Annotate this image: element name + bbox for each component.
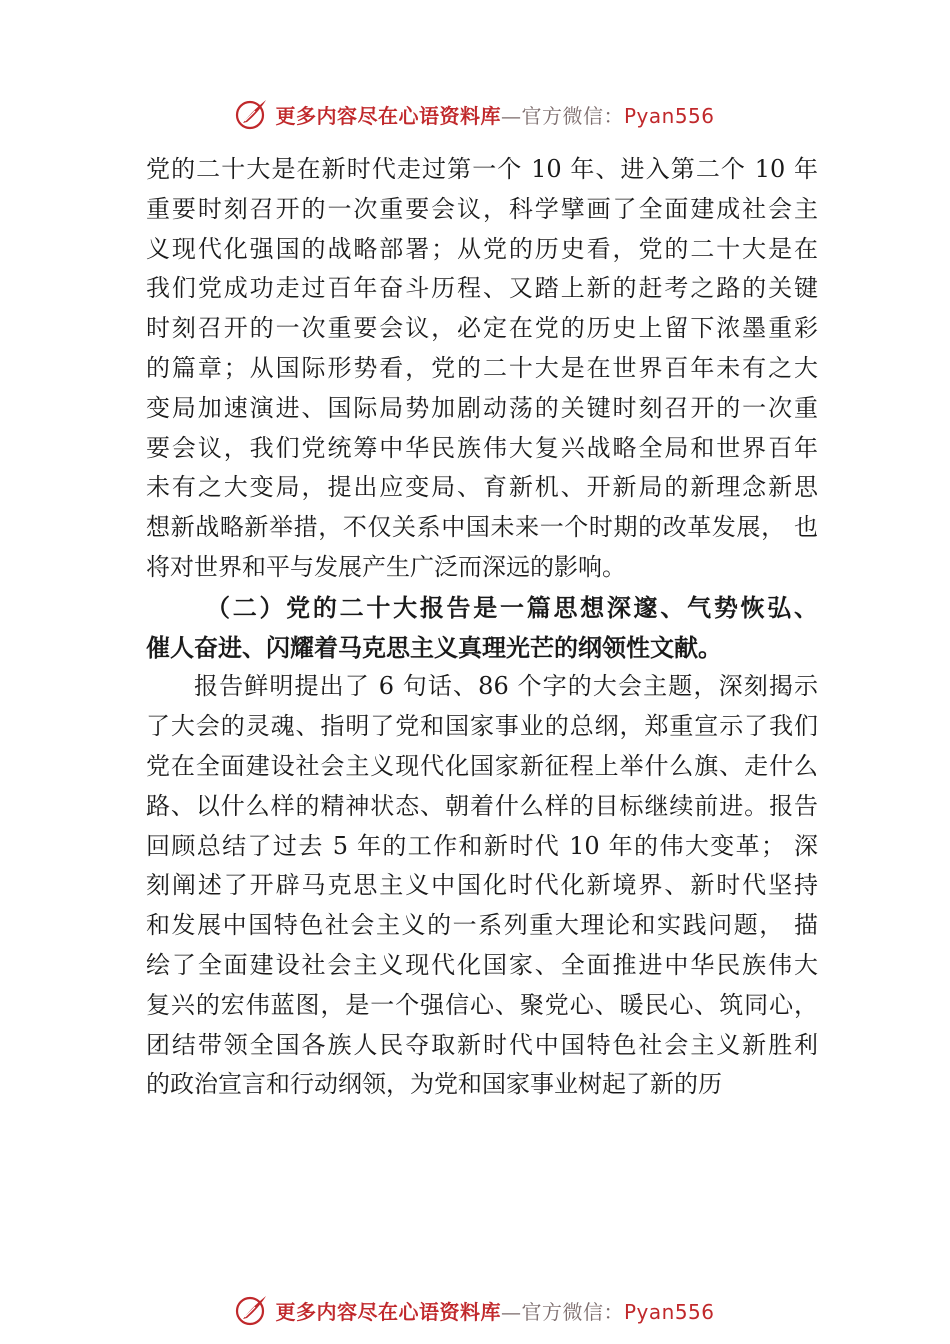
footer-brand-text: 更多内容尽在心语资料库 [275, 1299, 501, 1324]
body-line: 将对世界和平与发展产生广泛而深远的影响。 [146, 552, 626, 581]
document-body [146, 150, 818, 1105]
feather-pen-logo-icon [235, 1293, 269, 1327]
body-line: 党的二十大是在新时代走过第一个 10 年、进入第二个 10 年 [146, 155, 818, 183]
body-line: 复兴的宏伟蓝图，是一个强信心、聚党心、暖民心、筑同心， [146, 990, 818, 1019]
body-line: 重要时刻召开的一次重要会议，科学擘画了全面建成社会主 [146, 194, 818, 223]
feather-pen-logo-icon [235, 97, 269, 131]
section-heading-line: （二）党的二十大报告是一篇思想深邃、气势恢弘、 [206, 592, 818, 622]
header-banner [0, 94, 950, 134]
body-line: 刻阐述了开辟马克思主义中国化时代化新境界、新时代坚持 [146, 871, 818, 900]
footer-banner-text [275, 1296, 714, 1325]
body-line: 想新战略新举措，不仅关系中国未来一个时期的改革发展， 也 [146, 513, 818, 542]
body-line: 和发展中国特色社会主义的一系列重大理论和实践问题， 描 [146, 911, 818, 940]
footer-separator-text: —官方微信： [500, 1299, 624, 1324]
section-heading-line: 催人奋进、闪耀着马克思主义真理光芒的纲领性文献。 [146, 632, 722, 662]
body-line: 的政治宣言和行动纲领，为党和国家事业树起了新的历 [146, 1070, 722, 1099]
body-line: 报告鲜明提出了 6 句话、86 个字的大会主题，深刻揭示 [194, 672, 818, 701]
footer-wechat-id: Pyan556 [623, 1299, 715, 1324]
body-line: 变局加速演进、国际局势加剧动荡的关键时刻召开的一次重 [146, 393, 818, 422]
header-banner-text [275, 100, 714, 129]
body-line: 我们党成功走过百年奋斗历程、又踏上新的赶考之路的关键 [146, 274, 818, 303]
body-line: 义现代化强国的战略部署；从党的历史看，党的二十大是在 [146, 234, 818, 263]
body-line: 了大会的灵魂、指明了党和国家事业的总纲，郑重宣示了我们 [146, 712, 818, 741]
body-line: 时刻召开的一次重要会议，必定在党的历史上留下浓墨重彩 [146, 314, 818, 343]
body-line: 绘了全面建设社会主义现代化国家、全面推进中华民族伟大 [146, 950, 818, 979]
footer-banner [0, 1290, 950, 1330]
body-line: 路、以什么样的精神状态、朝着什么样的目标继续前进。报告 [146, 791, 818, 820]
body-line: 党在全面建设社会主义现代化国家新征程上举什么旗、走什么 [146, 751, 818, 780]
header-brand-text: 更多内容尽在心语资料库 [275, 103, 501, 128]
body-line: 的篇章；从国际形势看，党的二十大是在世界百年未有之大 [146, 353, 818, 382]
body-line: 未有之大变局，提出应变局、育新机、开新局的新理念新思 [146, 473, 818, 502]
header-wechat-id: Pyan556 [623, 103, 715, 128]
body-line: 回顾总结了过去 5 年的工作和新时代 10 年的伟大变革； 深 [146, 831, 818, 860]
body-line: 团结带领全国各族人民夺取新时代中国特色社会主义新胜利 [146, 1030, 818, 1059]
header-separator-text: —官方微信： [500, 103, 624, 128]
body-line: 要会议，我们党统筹中华民族伟大复兴战略全局和世界百年 [146, 433, 818, 462]
